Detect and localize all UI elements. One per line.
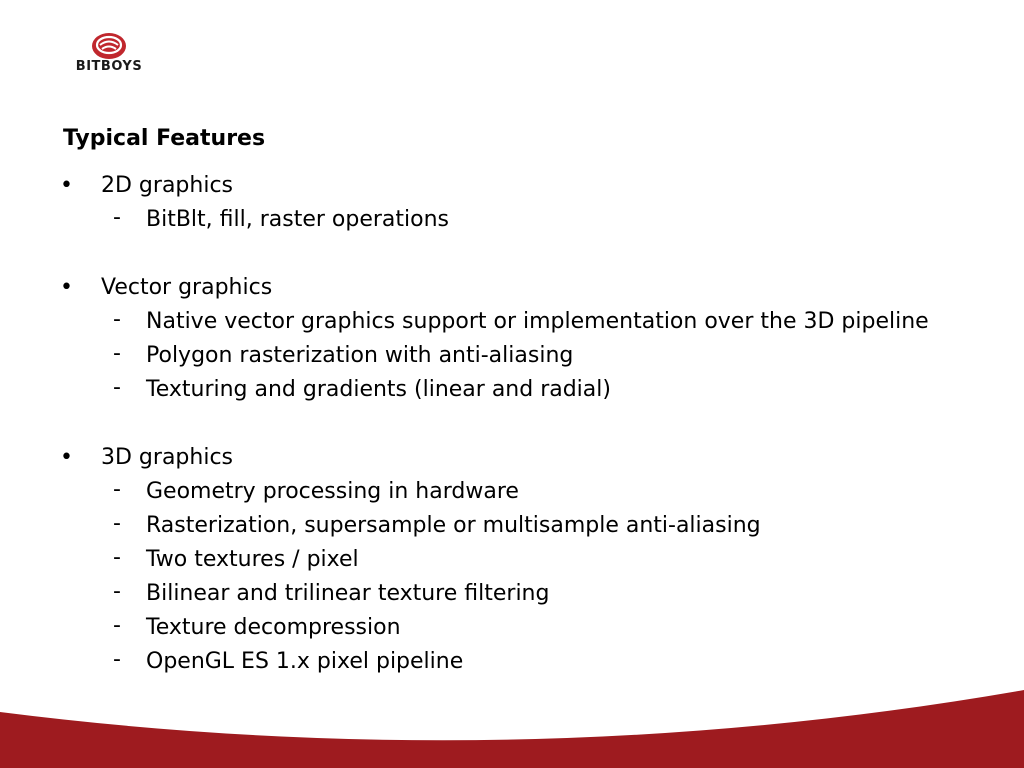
sub-item-text: Geometry processing in hardware [146,479,519,504]
dash-icon: - [113,545,121,570]
dash-icon: - [113,341,121,366]
sub-item-text: Native vector graphics support or implementation over the 3D pipeline [146,309,929,334]
footer-swoosh [0,690,1024,768]
section-3d-graphics [60,441,980,679]
bitboys-emblem-icon [62,32,156,60]
sub-item [60,577,980,611]
sub-item [60,203,980,237]
feature-list [60,169,980,713]
bullet-item [60,441,980,475]
sub-item-text: Texturing and gradients (linear and radial) [146,377,611,402]
sub-item-text: BitBlt, fill, raster operations [146,207,449,232]
dash-icon: - [113,477,121,502]
section-vector-graphics [60,271,980,407]
sub-item-text: Two textures / pixel [146,547,359,572]
dash-icon: - [113,613,121,638]
sub-item-text: Polygon rasterization with anti-aliasing [146,343,574,368]
sub-item [60,373,980,407]
sub-item-text: Bilinear and trilinear texture filtering [146,581,550,606]
logo-wordmark: BITBOYS [75,59,143,74]
bitboys-logo [62,32,156,80]
bullet-label: 2D graphics [101,173,233,198]
dash-icon: - [113,511,121,536]
sub-item [60,645,980,679]
sub-item [60,509,980,543]
dash-icon: - [113,307,121,332]
bullet-icon: • [60,275,73,300]
bullet-icon: • [60,445,73,470]
sub-item [60,339,980,373]
sub-item [60,475,980,509]
dash-icon: - [113,579,121,604]
bullet-label: Vector graphics [101,275,273,300]
bullet-item [60,169,980,203]
dash-icon: - [113,205,121,230]
sub-item [60,543,980,577]
sub-item [60,611,980,645]
page-title: Typical Features [63,126,266,151]
sub-item-text: OpenGL ES 1.x pixel pipeline [146,649,464,674]
bullet-item [60,271,980,305]
dash-icon: - [113,375,121,400]
section-2d-graphics [60,169,980,237]
sub-item-text: Texture decompression [146,615,401,640]
sub-item-text: Rasterization, supersample or multisample anti-aliasing [146,513,761,538]
bullet-icon: • [60,173,73,198]
bullet-label: 3D graphics [101,445,233,470]
dash-icon: - [113,647,121,672]
sub-item [60,305,980,339]
